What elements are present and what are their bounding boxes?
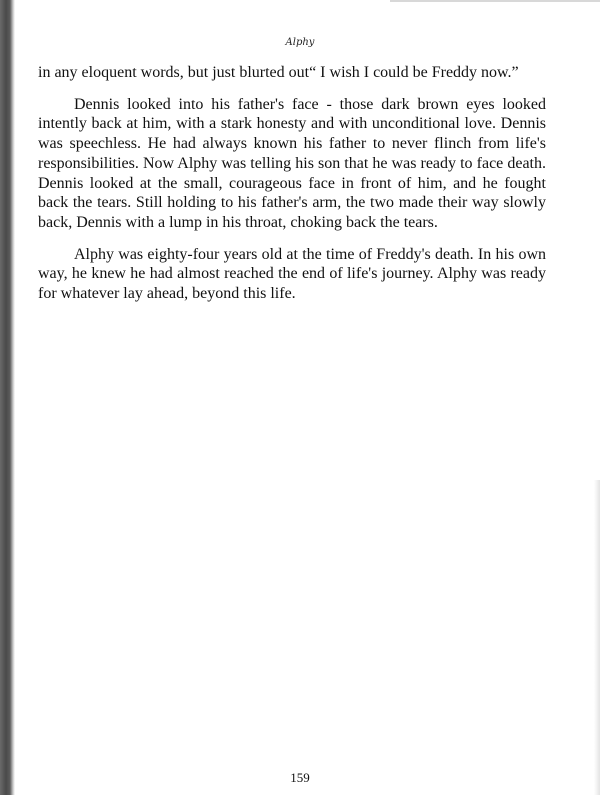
running-head: Alphy — [285, 37, 315, 48]
paragraph: Dennis looked into his father's face - those dark brown eyes looked intently back at him, with a stark honesty and with unconditional love. Dennis was speechless. He had always known his father to never flinch from life's responsibilities. Now Alphy was telling his son that he was ready to face death. Dennis looked at the small, courageous face in front of him, and he fought back the tears. Still holding to his father's arm, the two made their way slowly back, Dennis with a lump in his throat, choking back the tears. — [38, 95, 546, 231]
paragraph: Alphy was eighty-four years old at the time of Freddy's death. In his own way, he knew he had almost reached the end of life's journey. Alphy was ready for whatever lay ahead, beyond this life. — [38, 245, 546, 303]
paragraph: in any eloquent words, but just blurted out“ I wish I could be Freddy now.” — [38, 64, 519, 81]
page-binding-edge — [0, 0, 15, 795]
page-number: 159 — [290, 770, 310, 785]
page-top-edge — [390, 0, 600, 2]
page-right-shadow — [594, 480, 600, 795]
body-text — [38, 63, 546, 316]
